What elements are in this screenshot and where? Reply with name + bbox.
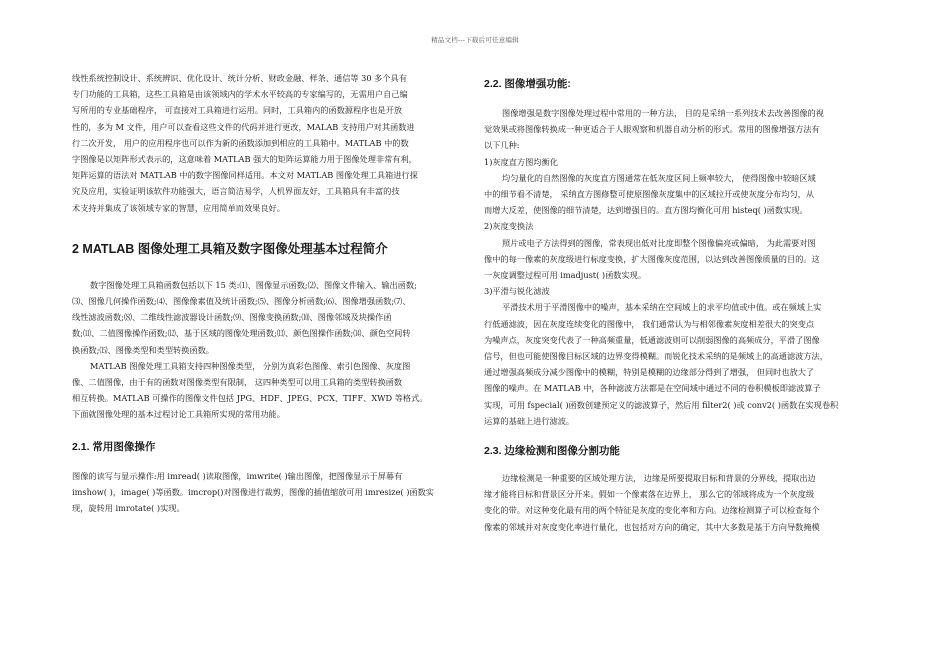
gray-transform-paragraph — [484, 235, 880, 284]
text-line: 而增大反差，使图像的细节清楚，达到增强目的。直方图均衡化可用 histeq( )函数实现。 — [484, 205, 808, 216]
list-item-title: 2)灰度变换法 — [484, 221, 534, 232]
text-line: 矩阵运算的语法对 MATLAB 中的数字图像同样适用。本文对 MATLAB 图像处理工具箱进行探 — [72, 170, 418, 181]
text-line: 下面就图像处理的基本过程讨论工具箱所实现的常用功能。 — [72, 409, 285, 420]
text-line: ⑶、图像几何操作函数;⑷、图像像素值及统计函数;⑸、图像分析函数;⑹、图像增强函数;⑺、 — [72, 296, 411, 307]
text-line: 为噪声点，灰度突变代表了一种高频重量，低通滤波则可以削弱图像的高频成分，平滑了图像 — [484, 334, 820, 345]
text-line: 线性滤波函数;⑻、二维线性滤波器设计函数;⑼、图像变换函数;⑽、图像邻域及块操作函 — [72, 312, 392, 323]
text-line: 图像增强是数字图像处理过程中常用的一种方法， 目的是采纳一系列技术去改善图像的视 — [502, 108, 824, 118]
text-line: 究及应用，实验证明该软件功能强大，语言简洁易学，人机界面友好，工具箱具有丰富的技 — [72, 186, 400, 197]
toolbox-functions-paragraph — [72, 277, 468, 358]
text-line: 图像的读写与显示操作:用 imread( )读取图像，imwrite( )输出图像，把图像显示于屏幕有 — [72, 470, 403, 481]
text-line: 线性系统控制设计、系统辨识、优化设计、统计分析、财政金融、样条、通信等 30 多个具有 — [72, 73, 407, 83]
text-line: 写所用的专业基础程序， 可直接对工具箱进行运用。同时，工具箱内的函数源程序也是开放 — [72, 105, 403, 116]
text-line: 变化的带。对这种变化最有用的两个特征是灰度的变化率和方向。边缘检测算子可以检查每个 — [484, 505, 820, 516]
intro-paragraph — [72, 70, 468, 216]
text-line: 通过增强高频成分减少图像中的模糊，特别是模糊的边缘部分得到了增强， 但同时也放大了 — [484, 367, 815, 378]
text-line: 行二次开发， 用户的应用程序也可以作为新的函数添加到相应的工具箱中。MATLAB 中的数 — [72, 137, 409, 148]
section-2-1-heading: 2.1. 常用图像操作 — [72, 440, 156, 453]
text-line: 运算的基础上进行滤波。 — [484, 415, 575, 426]
text-line: 像中的每一像素的灰度级进行标度变换，扩大图像灰度范围，以达到改善图像质量的目的。这 — [484, 253, 820, 264]
left-column — [72, 70, 468, 516]
text-line: 术支持并集成了该领域专家的智慧，应用简单而效果良好。 — [72, 202, 285, 213]
text-line: imshow( )，image( )等函数。imcrop()对图像进行裁剪，图像的插值缩放可用 imresize( )函数实 — [72, 486, 434, 497]
page-header: 精品文档---下载后可任意编辑 — [431, 36, 519, 44]
text-line: 平滑技术用于平滑图像中的噪声，基本采纳在空间域上的求平均值或中值。或在频域上实 — [502, 302, 822, 313]
text-line: 信号，但也可能使图像目标区域的边界变得模糊。而锐化技术采纳的是频域上的高通滤波方法， — [484, 351, 828, 362]
text-line: 照片或电子方法得到的图像，常表现出低对比度即整个图像偏亮或偏暗， 为此需要对图 — [502, 237, 816, 248]
text-line: 专门功能的工具箱，这些工具箱是由该领域内的学术水平较高的专家编写的，无需用户自己编 — [72, 89, 408, 100]
image-io-paragraph — [72, 468, 468, 517]
enhancement-intro-paragraph — [484, 105, 880, 154]
text-line: MATLAB 图像处理工具箱支持四种图像类型， 分别为真彩色图像、索引色图像、灰度图 — [90, 360, 411, 371]
text-line: 均匀量化的自然图像的灰度直方图通常在低灰度区间上频率较大， 使得图像中较暗区域 — [502, 172, 816, 183]
text-line: 像、二值图像，由于有的函数对图像类型有限制， 这四种类型可以用工具箱的类型转换函数 — [72, 377, 403, 388]
text-line: 中的细节看不清楚， 采纳直方图修整可使原图像灰度集中的区域拉开或使灰度分布均匀，从 — [484, 189, 815, 200]
text-line: 相互转换。MATLAB 可操作的图像文件包括 JPG、HDF、JPEG、PCX、TIFF、XWD 等格式。 — [72, 393, 428, 404]
text-line: 现，旋转用 imrotate( )实现。 — [72, 503, 185, 514]
edge-detection-paragraph — [484, 470, 880, 535]
text-line: 数字图像处理工具箱函数包括以下 15 类:⑴、图像显示函数;⑵、图像文件输入、输出函数; — [90, 279, 417, 290]
text-line: 边缘检测是一种重要的区域处理方法， 边缘是所要提取目标和背景的分界线，提取出边 — [502, 473, 816, 484]
text-line: 图像的噪声。在 MATLAB 中，各种滤波方法都是在空间域中通过不同的卷积模板即滤波算子 — [484, 383, 821, 394]
image-types-paragraph — [72, 358, 468, 423]
section-2-3-heading: 2.3. 边缘检测和图像分割功能 — [484, 445, 620, 458]
filtering-paragraph — [484, 299, 880, 429]
text-line: 一灰度调整过程可用 imadjust( )函数实现。 — [484, 270, 647, 281]
list-item-title: 1)灰度直方图均衡化 — [484, 156, 558, 167]
text-line: 换函数;⒂、图像类型和类型转换函数。 — [72, 344, 214, 355]
section-2-heading: 2 MATLAB 图像处理工具箱及数字图像处理基本过程简介 — [72, 241, 388, 256]
text-line: 行低通滤波，因在灰度连续变化的图像中， 我们通常认为与相邻像素灰度相差很大的突变点 — [484, 318, 815, 329]
text-line: 缘才能将目标和背景区分开来。假如一个像素落在边界上， 那么它的邻域将成为一个灰度级 — [484, 489, 815, 500]
list-item-title: 3)平滑与锐化滤波 — [484, 286, 550, 297]
section-2-2-heading: 2.2. 图像增强功能: — [484, 78, 571, 90]
histogram-equalization-paragraph — [484, 170, 880, 219]
text-line: 字图像是以矩阵形式表示的，这意味着 MATLAB 强大的矩阵运算能力用于图像处理非常有利， — [72, 154, 417, 165]
text-line: 性的，多为 M 文件，用户可以查看这些文件的代码并进行更改，MALAB 支持用户对其函数进 — [72, 121, 415, 132]
text-line: 以下几种: — [484, 140, 520, 151]
right-column — [484, 76, 880, 535]
text-line: 觉效果或将图像转换成一种更适合于人眼观察和机器自动分析的形式。常用的图像增强方法有 — [484, 124, 820, 135]
text-line: 数;⑾、二值图像操作函数;⑿、基于区域的图像处理函数;⒀、颜色图操作函数;⒁、颜色空间转 — [72, 328, 411, 339]
text-line: 实现，可用 fspecial( )函数创建预定义的滤波算子，然后用 filter2( )或 conv2( )函数在实现卷积 — [484, 399, 839, 410]
text-line: 像素的邻域并对灰度变化率进行量化，也包括对方向的确定，其中大多数是基于方向导数掩模 — [484, 521, 820, 532]
